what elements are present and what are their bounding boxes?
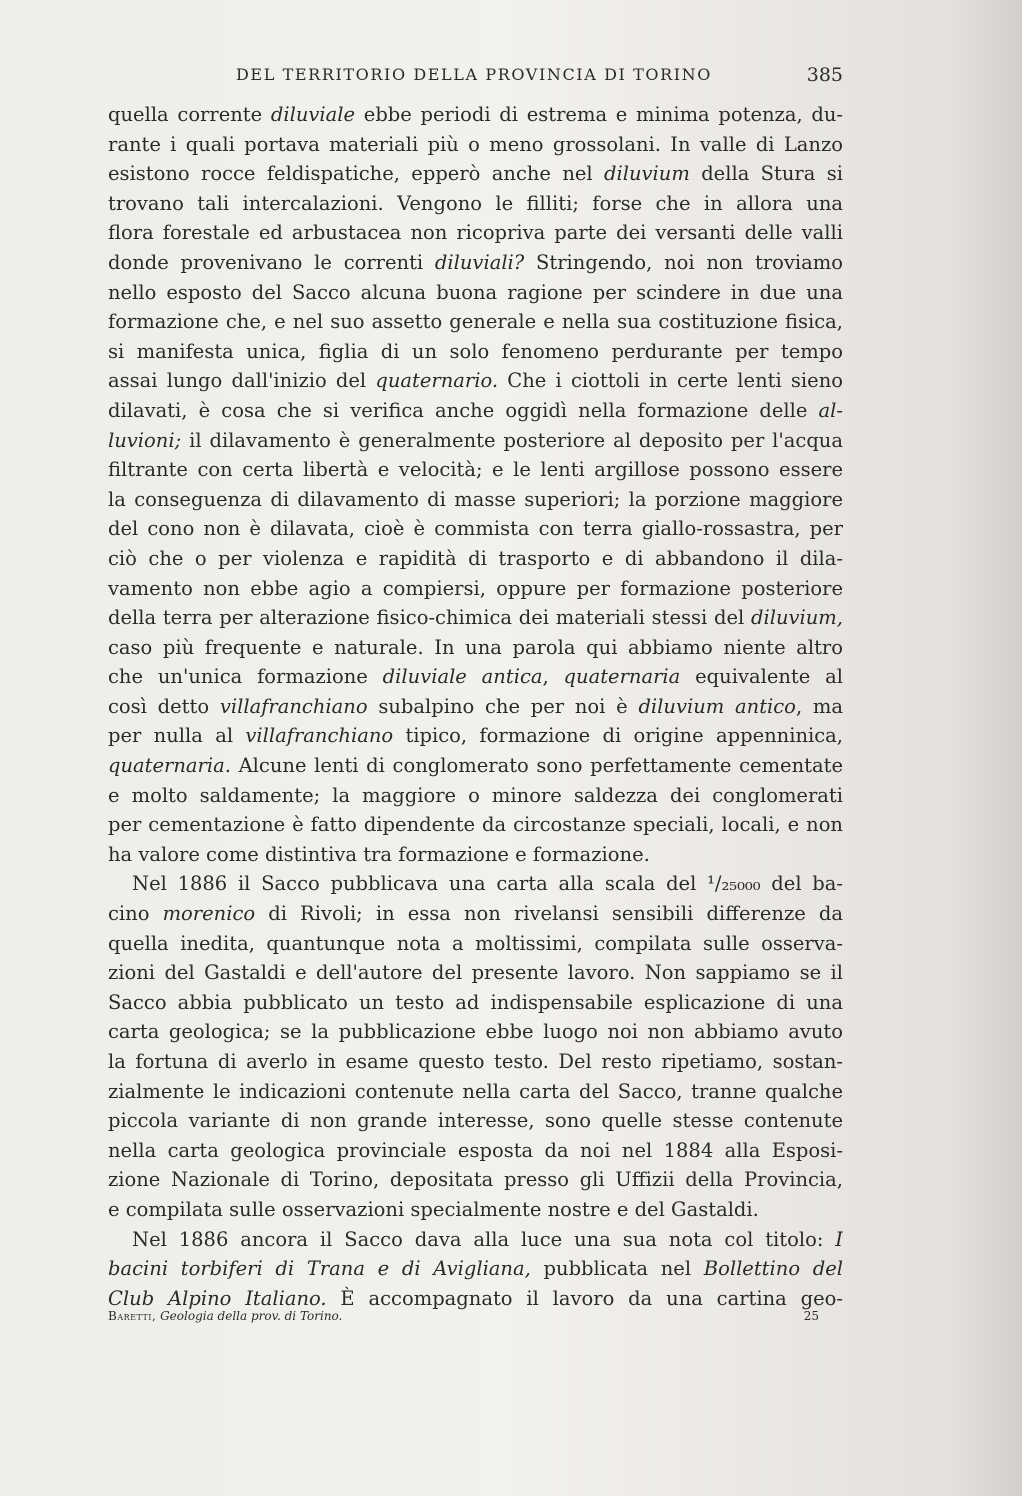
italic-term: quaternario. bbox=[375, 369, 499, 393]
text-line bbox=[108, 781, 843, 811]
text-line bbox=[108, 307, 843, 337]
italic-term: Club Alpino Italiano. bbox=[108, 1286, 327, 1310]
page-number: 385 bbox=[806, 64, 843, 86]
text-run: zioni del Gastaldi e dell'autore del presente lavoro. Non sappiamo se il bbox=[108, 961, 843, 985]
text-run: che un'unica formazione bbox=[108, 665, 383, 689]
text-line bbox=[108, 1047, 843, 1077]
text-run: la conseguenza di dilavamento di masse superiori; la porzione maggiore bbox=[108, 487, 843, 511]
text-run: Che i ciottoli in certe lenti sieno bbox=[498, 369, 843, 393]
text-run: È accompagnato il lavoro da una cartina geo- bbox=[326, 1286, 843, 1310]
text-run: la fortuna di averlo in esame questo testo. Del resto ripetiamo, sostan- bbox=[108, 1050, 843, 1073]
text-line bbox=[108, 1077, 843, 1107]
text-run: Nel 1886 il Sacco pubblicava una carta alla scala del ¹/₂₅₀₀₀ del ba- bbox=[132, 872, 843, 896]
text-run: caso più frequente e naturale. In una parola qui abbiamo niente altro bbox=[108, 635, 843, 659]
text-run: assai lungo dall'inizio del bbox=[108, 369, 376, 393]
text-run: della terra per alterazione fisico-chimica dei materiali stessi del bbox=[108, 606, 751, 630]
italic-term: diluviali? bbox=[434, 250, 525, 274]
text-run: Sacco abbia pubblicato un testo ad indispensabile esplicazione di una bbox=[108, 990, 843, 1014]
text-run: ha valore come distintiva tra formazione e formazione. bbox=[108, 842, 650, 866]
italic-term: diluvium, bbox=[750, 606, 843, 630]
text-line bbox=[108, 1195, 843, 1225]
text-run: per nulla al bbox=[108, 724, 246, 748]
text-line bbox=[108, 514, 843, 544]
text-run: tipico, formazione di origine appenninica, bbox=[393, 724, 843, 748]
signature-mark: 25 bbox=[803, 1309, 819, 1323]
text-run: si manifesta unica, figlia di un solo fenomeno perdurante per tempo bbox=[108, 339, 843, 363]
text-line bbox=[108, 1225, 843, 1255]
italic-term: diluviale antica bbox=[382, 665, 543, 689]
text-line bbox=[108, 159, 843, 189]
text-run: equivalente al bbox=[680, 665, 843, 689]
text-line bbox=[108, 278, 843, 308]
text-run: , bbox=[542, 665, 564, 689]
text-line bbox=[108, 1106, 843, 1136]
footer-author: Baretti, bbox=[108, 1309, 157, 1323]
italic-term: villafranchiano bbox=[245, 724, 394, 748]
text-run: trovano tali intercalazioni. Vengono le filliti; forse che in allora una bbox=[108, 191, 843, 215]
footer-book-title: Geologia della prov. di Torino. bbox=[160, 1309, 343, 1323]
italic-term: I bbox=[835, 1227, 843, 1251]
text-line bbox=[108, 426, 843, 456]
text-run: cino bbox=[108, 902, 163, 926]
text-run: del cono non è dilavata, cioè è commista con terra giallo-rossastra, per bbox=[108, 517, 843, 541]
text-run: zione Nazionale di Torino, depositata presso gli Uffizii della Provincia, bbox=[108, 1168, 843, 1192]
text-run: flora forestale ed arbustacea non ricopriva parte dei versanti delle valli bbox=[108, 221, 843, 245]
text-run: e molto saldamente; la maggiore o minore saldezza dei conglomerati bbox=[108, 783, 843, 807]
italic-term: quaternaria bbox=[563, 665, 681, 689]
text-line bbox=[108, 485, 843, 515]
text-line bbox=[108, 366, 843, 396]
text-run: di Rivoli; in essa non rivelansi sensibili differenze da bbox=[255, 902, 843, 926]
italic-term: quaternaria. bbox=[108, 754, 231, 778]
page-footer bbox=[108, 1306, 843, 1326]
text-line bbox=[108, 988, 843, 1018]
text-run: Nel 1886 ancora il Sacco dava alla luce una sua nota col titolo: bbox=[132, 1227, 836, 1251]
text-run: donde provenivano le correnti bbox=[108, 250, 435, 274]
text-line bbox=[108, 248, 843, 278]
text-line bbox=[108, 840, 843, 870]
text-run: carta geologica; se la pubblicazione ebbe luogo noi non abbiamo avuto bbox=[108, 1020, 843, 1044]
text-run: quella corrente bbox=[108, 103, 271, 126]
text-run: zialmente le indicazioni contenute nella carta del Sacco, tranne qualche bbox=[108, 1079, 843, 1103]
text-line bbox=[108, 1254, 843, 1284]
text-run: per cementazione è fatto dipendente da circostanze speciali, locali, e non bbox=[108, 813, 843, 837]
italic-term: luvioni; bbox=[108, 428, 182, 452]
text-line bbox=[108, 899, 843, 929]
text-run: dilavati, è cosa che si verifica anche oggidì nella formazione delle bbox=[108, 398, 819, 422]
text-line bbox=[108, 958, 843, 988]
body-text bbox=[108, 100, 843, 1313]
text-run: Alcune lenti di conglomerato sono perfettamente cementate bbox=[230, 754, 843, 778]
text-line bbox=[108, 100, 843, 130]
text-line bbox=[108, 1136, 843, 1166]
text-run: così detto bbox=[108, 694, 220, 718]
italic-term: morenico bbox=[162, 902, 256, 926]
text-line bbox=[108, 1165, 843, 1195]
text-run: filtrante con certa libertà e velocità; e le lenti argillose possono essere bbox=[108, 458, 843, 482]
text-line bbox=[108, 1017, 843, 1047]
italic-term: bacini torbiferi di Trana e di Avigliana, bbox=[108, 1257, 531, 1281]
text-run: il dilavamento è generalmente posteriore al deposito per l'acqua bbox=[181, 428, 843, 452]
running-title: DEL TERRITORIO DELLA PROVINCIA DI TORINO bbox=[236, 65, 712, 84]
italic-term: al- bbox=[818, 398, 843, 422]
italic-term: villafranchiano bbox=[219, 694, 368, 718]
text-line bbox=[108, 574, 843, 604]
text-line bbox=[108, 189, 843, 219]
text-run: della Stura si bbox=[689, 162, 843, 186]
text-line bbox=[108, 662, 843, 692]
running-head bbox=[108, 63, 843, 87]
text-run: formazione che, e nel suo assetto generale e nella sua costituzione fisica, bbox=[108, 310, 843, 334]
text-run: vamento non ebbe agio a compiersi, oppure per formazione posteriore bbox=[108, 576, 843, 600]
text-run: nella carta geologica provinciale esposta da noi nel 1884 alla Esposi- bbox=[108, 1138, 843, 1162]
text-run: ebbe periodi di estrema e minima potenza, du- bbox=[355, 103, 843, 126]
text-run: ciò che o per violenza e rapidità di trasporto e di abbandono il dila- bbox=[108, 546, 843, 570]
text-line bbox=[108, 810, 843, 840]
text-line bbox=[108, 218, 843, 248]
text-line bbox=[108, 544, 843, 574]
text-line bbox=[108, 751, 843, 781]
italic-term: diluvium antico bbox=[638, 694, 796, 718]
text-line bbox=[108, 633, 843, 663]
text-line bbox=[108, 929, 843, 959]
text-run: esistono rocce feldispatiche, epperò anche nel bbox=[108, 162, 605, 186]
italic-term: diluvium bbox=[604, 162, 690, 186]
text-run: , ma bbox=[795, 694, 843, 718]
text-line bbox=[108, 130, 843, 160]
italic-term: diluviale bbox=[270, 103, 356, 126]
italic-term: Bollettino del bbox=[703, 1257, 843, 1281]
text-line bbox=[108, 692, 843, 722]
text-line bbox=[108, 337, 843, 367]
text-run: e compilata sulle osservazioni specialmente nostre e del Gastaldi. bbox=[108, 1197, 759, 1221]
text-line bbox=[108, 869, 843, 899]
text-line bbox=[108, 603, 843, 633]
text-run: nello esposto del Sacco alcuna buona ragione per scindere in due una bbox=[108, 280, 843, 304]
text-run: pubblicata nel bbox=[530, 1257, 704, 1281]
text-run: piccola variante di non grande interesse, sono quelle stesse contenute bbox=[108, 1109, 843, 1133]
text-run: subalpino che per noi è bbox=[367, 694, 639, 718]
text-run: Stringendo, noi non troviamo bbox=[524, 250, 843, 274]
text-run: rante i quali portava materiali più o meno grossolani. In valle di Lanzo bbox=[108, 132, 843, 156]
text-line bbox=[108, 721, 843, 751]
text-line bbox=[108, 396, 843, 426]
text-line bbox=[108, 455, 843, 485]
text-run: quella inedita, quantunque nota a moltissimi, compilata sulle osserva- bbox=[108, 931, 843, 955]
